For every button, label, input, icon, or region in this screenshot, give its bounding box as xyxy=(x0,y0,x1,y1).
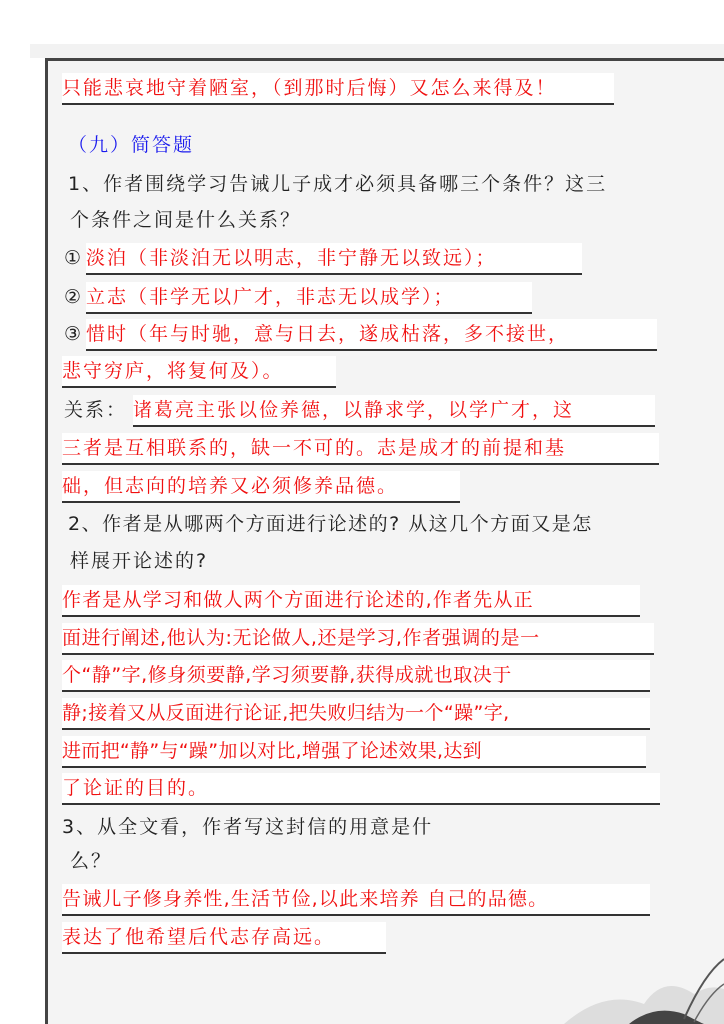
page-frame xyxy=(45,58,724,1024)
marker-1: ① xyxy=(64,247,84,269)
answer-line: 告诫儿子修身养性,生活节俭,以此来培养 自己的品德。 xyxy=(62,884,650,916)
answer-line: 面进行阐述,他认为:无论做人,还是学习,作者强调的是一 xyxy=(62,623,654,655)
marker-2: ② xyxy=(64,286,84,308)
answer-line: 只能悲哀地守着陋室，（到那时后悔）又怎么来得及！ xyxy=(62,73,614,105)
question-2: 2、作者是从哪两个方面进行论述的? 从这几个方面又是怎 xyxy=(68,513,593,535)
question-3-cont: 么？ xyxy=(70,850,113,872)
question-1-cont: 个条件之间是什么关系？ xyxy=(70,209,302,231)
answer-line: 三者是互相联系的，缺一不可的。志是成才的前提和基 xyxy=(62,433,659,465)
answer-line: 个“静”字,修身须要静,学习须要静,获得成就也取决于 xyxy=(62,660,650,692)
question-3: 3、从全文看，作者写这封信的用意是什 xyxy=(62,816,434,838)
answer-line: 惜时（年与时驰，意与日去，遂成枯落，多不接世， xyxy=(86,319,657,351)
marker-3: ③ xyxy=(64,323,84,345)
answer-line: 静;接着又从反面进行论证,把失败归结为一个“躁”字, xyxy=(62,698,650,730)
answer-line: 立志（非学无以广才，非志无以成学）； xyxy=(86,282,532,314)
answer-line: 进而把“静”与“躁”加以对比,增强了论述效果,达到 xyxy=(62,736,646,768)
question-1: 1、作者围绕学习告诫儿子成才必须具备哪三个条件？这三 xyxy=(68,173,608,195)
answer-line: 淡泊（非淡泊无以明志，非宁静无以致远）； xyxy=(86,243,582,275)
page-shadow xyxy=(30,44,724,58)
answer-line: 础，但志向的培养又必须修养品德。 xyxy=(62,471,460,503)
answer-line: 表达了他希望后代志存高远。 xyxy=(62,922,386,954)
question-2-cont: 样展开论述的? xyxy=(70,550,209,572)
answer-line: 作者是从学习和做人两个方面进行论述的,作者先从正 xyxy=(62,585,640,617)
relation-label: 关系： xyxy=(64,399,128,421)
section-heading: （九）简答题 xyxy=(68,134,195,156)
answer-line: 了论证的目的。 xyxy=(62,773,660,805)
answer-line: 诸葛亮主张以俭养德，以静求学，以学广才，这 xyxy=(133,395,655,427)
ink-landscape-decoration xyxy=(534,934,724,1024)
answer-line: 悲守穷庐，将复何及）。 xyxy=(62,356,336,388)
